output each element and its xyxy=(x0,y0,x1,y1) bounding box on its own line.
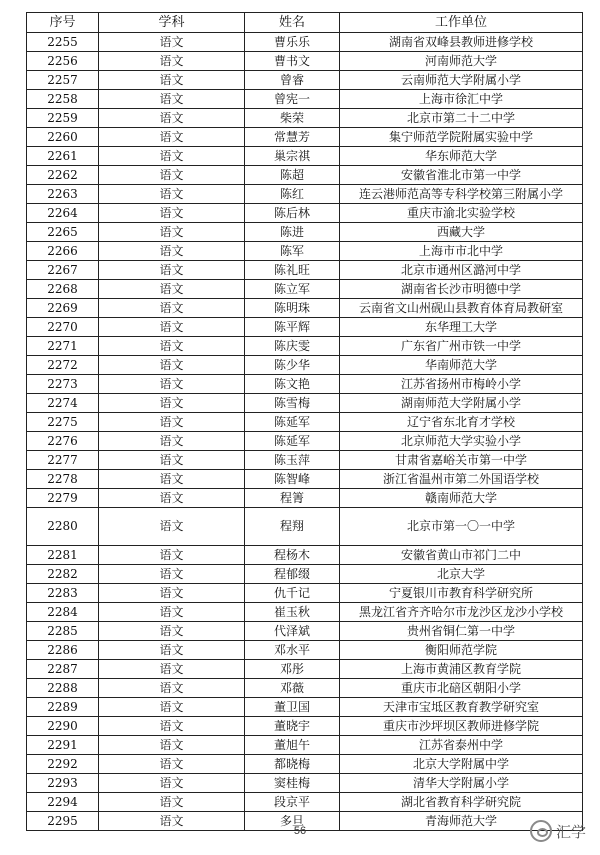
cell-workplace: 北京师范大学实验小学 xyxy=(340,432,583,451)
cell-number: 2260 xyxy=(27,128,99,147)
cell-workplace: 湖南省长沙市明德中学 xyxy=(340,280,583,299)
cell-subject: 语文 xyxy=(99,242,245,261)
cell-workplace: 云南省文山州砚山县教育体育局教研室 xyxy=(340,299,583,318)
cell-name: 陈礼旺 xyxy=(245,261,340,280)
table-row xyxy=(27,641,583,660)
cell-number: 2279 xyxy=(27,489,99,508)
cell-subject: 语文 xyxy=(99,641,245,660)
cell-name: 邓彤 xyxy=(245,660,340,679)
table-row xyxy=(27,755,583,774)
table-row xyxy=(27,793,583,812)
cell-name: 邓薇 xyxy=(245,679,340,698)
table-row xyxy=(27,565,583,584)
cell-subject: 语文 xyxy=(99,812,245,831)
table-row xyxy=(27,489,583,508)
cell-subject: 语文 xyxy=(99,90,245,109)
cell-subject: 语文 xyxy=(99,736,245,755)
cell-name: 程郁缀 xyxy=(245,565,340,584)
cell-workplace: 北京市第一〇一中学 xyxy=(340,508,583,546)
table-row xyxy=(27,318,583,337)
cell-workplace: 上海市徐汇中学 xyxy=(340,90,583,109)
cell-subject: 语文 xyxy=(99,204,245,223)
cell-number: 2262 xyxy=(27,166,99,185)
header-number: 序号 xyxy=(27,13,99,33)
cell-workplace: 浙江省温州市第二外国语学校 xyxy=(340,470,583,489)
cell-number: 2289 xyxy=(27,698,99,717)
cell-name: 陈军 xyxy=(245,242,340,261)
cell-name: 曹乐乐 xyxy=(245,33,340,52)
cell-name: 陈延军 xyxy=(245,432,340,451)
cell-number: 2261 xyxy=(27,147,99,166)
cell-name: 陈立军 xyxy=(245,280,340,299)
cell-workplace: 北京市第二十二中学 xyxy=(340,109,583,128)
cell-name: 巢宗祺 xyxy=(245,147,340,166)
cell-number: 2287 xyxy=(27,660,99,679)
cell-subject: 语文 xyxy=(99,622,245,641)
table-row xyxy=(27,508,583,546)
cell-number: 2266 xyxy=(27,242,99,261)
cell-name: 陈明珠 xyxy=(245,299,340,318)
table-row xyxy=(27,299,583,318)
cell-workplace: 东华理工大学 xyxy=(340,318,583,337)
cell-workplace: 华东师范大学 xyxy=(340,147,583,166)
table-row xyxy=(27,261,583,280)
table-row xyxy=(27,166,583,185)
cell-subject: 语文 xyxy=(99,413,245,432)
cell-subject: 语文 xyxy=(99,71,245,90)
cell-subject: 语文 xyxy=(99,679,245,698)
cell-name: 曹书文 xyxy=(245,52,340,71)
cell-name: 陈平辉 xyxy=(245,318,340,337)
cell-name: 仇千记 xyxy=(245,584,340,603)
roster-table xyxy=(26,12,583,831)
table-row xyxy=(27,679,583,698)
cell-number: 2284 xyxy=(27,603,99,622)
cell-number: 2290 xyxy=(27,717,99,736)
cell-subject: 语文 xyxy=(99,318,245,337)
cell-number: 2274 xyxy=(27,394,99,413)
cell-subject: 语文 xyxy=(99,470,245,489)
cell-subject: 语文 xyxy=(99,394,245,413)
cell-name: 陈进 xyxy=(245,223,340,242)
page-number: 56 xyxy=(293,825,307,837)
cell-workplace: 北京大学 xyxy=(340,565,583,584)
table-row xyxy=(27,128,583,147)
cell-name: 常慧芳 xyxy=(245,128,340,147)
table-row xyxy=(27,223,583,242)
table-row xyxy=(27,375,583,394)
cell-number: 2268 xyxy=(27,280,99,299)
cell-number: 2257 xyxy=(27,71,99,90)
cell-name: 董旭午 xyxy=(245,736,340,755)
table-row xyxy=(27,470,583,489)
cell-workplace: 贵州省铜仁第一中学 xyxy=(340,622,583,641)
cell-subject: 语文 xyxy=(99,128,245,147)
cell-subject: 语文 xyxy=(99,660,245,679)
cell-workplace: 广东省广州市铁一中学 xyxy=(340,337,583,356)
cell-name: 曾睿 xyxy=(245,71,340,90)
table-row xyxy=(27,280,583,299)
cell-workplace: 华南师范大学 xyxy=(340,356,583,375)
cell-subject: 语文 xyxy=(99,774,245,793)
cell-workplace: 重庆市北碚区朝阳小学 xyxy=(340,679,583,698)
cell-subject: 语文 xyxy=(99,299,245,318)
watermark xyxy=(530,820,586,842)
cell-name: 董卫国 xyxy=(245,698,340,717)
cell-workplace: 湖南省双峰县教师进修学校 xyxy=(340,33,583,52)
cell-number: 2295 xyxy=(27,812,99,831)
cell-number: 2277 xyxy=(27,451,99,470)
table-row xyxy=(27,451,583,470)
table-row xyxy=(27,204,583,223)
cell-number: 2278 xyxy=(27,470,99,489)
cell-subject: 语文 xyxy=(99,185,245,204)
cell-number: 2280 xyxy=(27,508,99,546)
cell-name: 陈智峰 xyxy=(245,470,340,489)
cell-name: 陈文艳 xyxy=(245,375,340,394)
table-row xyxy=(27,71,583,90)
cell-number: 2259 xyxy=(27,109,99,128)
table-row xyxy=(27,622,583,641)
cell-subject: 语文 xyxy=(99,565,245,584)
cell-number: 2286 xyxy=(27,641,99,660)
cell-name: 曾宪一 xyxy=(245,90,340,109)
cell-workplace: 北京市通州区潞河中学 xyxy=(340,261,583,280)
cell-subject: 语文 xyxy=(99,33,245,52)
table-row xyxy=(27,147,583,166)
cell-number: 2288 xyxy=(27,679,99,698)
cell-number: 2256 xyxy=(27,52,99,71)
cell-workplace: 衡阳师范学院 xyxy=(340,641,583,660)
cell-subject: 语文 xyxy=(99,451,245,470)
table-row xyxy=(27,52,583,71)
cell-number: 2267 xyxy=(27,261,99,280)
cell-number: 2264 xyxy=(27,204,99,223)
table-row xyxy=(27,242,583,261)
cell-subject: 语文 xyxy=(99,223,245,242)
cell-number: 2255 xyxy=(27,33,99,52)
cell-number: 2269 xyxy=(27,299,99,318)
cell-name: 陈少华 xyxy=(245,356,340,375)
table-body xyxy=(27,33,583,831)
wechat-icon xyxy=(530,820,552,842)
cell-workplace: 重庆市沙坪坝区教师进修学院 xyxy=(340,717,583,736)
cell-name: 代泽斌 xyxy=(245,622,340,641)
cell-name: 窦桂梅 xyxy=(245,774,340,793)
cell-number: 2293 xyxy=(27,774,99,793)
header-subject: 学科 xyxy=(99,13,245,33)
cell-number: 2282 xyxy=(27,565,99,584)
table-row xyxy=(27,109,583,128)
table-row xyxy=(27,394,583,413)
cell-workplace: 辽宁省东北育才学校 xyxy=(340,413,583,432)
table-row xyxy=(27,603,583,622)
cell-workplace: 北京大学附属中学 xyxy=(340,755,583,774)
table-row xyxy=(27,413,583,432)
cell-workplace: 赣南师范大学 xyxy=(340,489,583,508)
header-row xyxy=(27,13,583,33)
cell-workplace: 清华大学附属小学 xyxy=(340,774,583,793)
cell-subject: 语文 xyxy=(99,261,245,280)
table-row xyxy=(27,774,583,793)
cell-number: 2272 xyxy=(27,356,99,375)
cell-subject: 语文 xyxy=(99,109,245,128)
cell-workplace: 湖南师范大学附属小学 xyxy=(340,394,583,413)
cell-subject: 语文 xyxy=(99,489,245,508)
cell-subject: 语文 xyxy=(99,147,245,166)
cell-number: 2270 xyxy=(27,318,99,337)
cell-subject: 语文 xyxy=(99,280,245,299)
cell-number: 2275 xyxy=(27,413,99,432)
cell-number: 2281 xyxy=(27,546,99,565)
watermark-text: 汇学 xyxy=(555,822,586,841)
cell-number: 2258 xyxy=(27,90,99,109)
cell-workplace: 上海市黄浦区教育学院 xyxy=(340,660,583,679)
cell-name: 程杨木 xyxy=(245,546,340,565)
cell-subject: 语文 xyxy=(99,717,245,736)
cell-name: 柴荣 xyxy=(245,109,340,128)
cell-subject: 语文 xyxy=(99,337,245,356)
cell-name: 段京平 xyxy=(245,793,340,812)
table-row xyxy=(27,356,583,375)
table-row xyxy=(27,736,583,755)
cell-number: 2271 xyxy=(27,337,99,356)
cell-number: 2276 xyxy=(27,432,99,451)
cell-number: 2292 xyxy=(27,755,99,774)
cell-workplace: 安徽省淮北市第一中学 xyxy=(340,166,583,185)
cell-workplace: 连云港师范高等专科学校第三附属小学 xyxy=(340,185,583,204)
table-row xyxy=(27,546,583,565)
cell-name: 陈红 xyxy=(245,185,340,204)
cell-name: 程翔 xyxy=(245,508,340,546)
cell-name: 陈玉萍 xyxy=(245,451,340,470)
table-row xyxy=(27,584,583,603)
cell-name: 董晓宇 xyxy=(245,717,340,736)
cell-number: 2294 xyxy=(27,793,99,812)
table-row xyxy=(27,432,583,451)
cell-workplace: 河南师范大学 xyxy=(340,52,583,71)
cell-subject: 语文 xyxy=(99,52,245,71)
cell-subject: 语文 xyxy=(99,755,245,774)
table-row xyxy=(27,185,583,204)
cell-workplace: 上海市市北中学 xyxy=(340,242,583,261)
cell-workplace: 江苏省泰州中学 xyxy=(340,736,583,755)
cell-subject: 语文 xyxy=(99,698,245,717)
table-row xyxy=(27,660,583,679)
cell-number: 2273 xyxy=(27,375,99,394)
cell-name: 程箐 xyxy=(245,489,340,508)
table-row xyxy=(27,33,583,52)
cell-name: 陈后林 xyxy=(245,204,340,223)
cell-name: 陈雪梅 xyxy=(245,394,340,413)
cell-workplace: 天津市宝坻区教育教学研究室 xyxy=(340,698,583,717)
cell-number: 2283 xyxy=(27,584,99,603)
cell-subject: 语文 xyxy=(99,508,245,546)
table-row xyxy=(27,90,583,109)
cell-subject: 语文 xyxy=(99,375,245,394)
cell-name: 陈延军 xyxy=(245,413,340,432)
cell-number: 2285 xyxy=(27,622,99,641)
cell-name: 陈庆雯 xyxy=(245,337,340,356)
cell-workplace: 江苏省扬州市梅岭小学 xyxy=(340,375,583,394)
cell-name: 崔玉秋 xyxy=(245,603,340,622)
cell-number: 2291 xyxy=(27,736,99,755)
cell-number: 2263 xyxy=(27,185,99,204)
cell-name: 都晓梅 xyxy=(245,755,340,774)
cell-subject: 语文 xyxy=(99,584,245,603)
cell-workplace: 安徽省黄山市祁门二中 xyxy=(340,546,583,565)
header-workplace: 工作单位 xyxy=(340,13,583,33)
cell-subject: 语文 xyxy=(99,432,245,451)
cell-workplace: 重庆市渝北实验学校 xyxy=(340,204,583,223)
table-row xyxy=(27,717,583,736)
cell-subject: 语文 xyxy=(99,356,245,375)
cell-workplace: 宁夏银川市教育科学研究所 xyxy=(340,584,583,603)
cell-subject: 语文 xyxy=(99,166,245,185)
cell-workplace: 云南师范大学附属小学 xyxy=(340,71,583,90)
cell-workplace: 西藏大学 xyxy=(340,223,583,242)
cell-workplace: 黑龙江省齐齐哈尔市龙沙区龙沙小学校 xyxy=(340,603,583,622)
header-name: 姓名 xyxy=(245,13,340,33)
cell-name: 多旦 xyxy=(245,812,340,831)
cell-subject: 语文 xyxy=(99,793,245,812)
cell-workplace: 湖北省教育科学研究院 xyxy=(340,793,583,812)
cell-subject: 语文 xyxy=(99,603,245,622)
cell-workplace: 甘肃省嘉峪关市第一中学 xyxy=(340,451,583,470)
cell-name: 邓水平 xyxy=(245,641,340,660)
cell-name: 陈超 xyxy=(245,166,340,185)
cell-subject: 语文 xyxy=(99,546,245,565)
cell-workplace: 青海师范大学 xyxy=(340,812,583,831)
cell-number: 2265 xyxy=(27,223,99,242)
table-row xyxy=(27,337,583,356)
cell-workplace: 集宁师范学院附属实验中学 xyxy=(340,128,583,147)
table-row xyxy=(27,698,583,717)
